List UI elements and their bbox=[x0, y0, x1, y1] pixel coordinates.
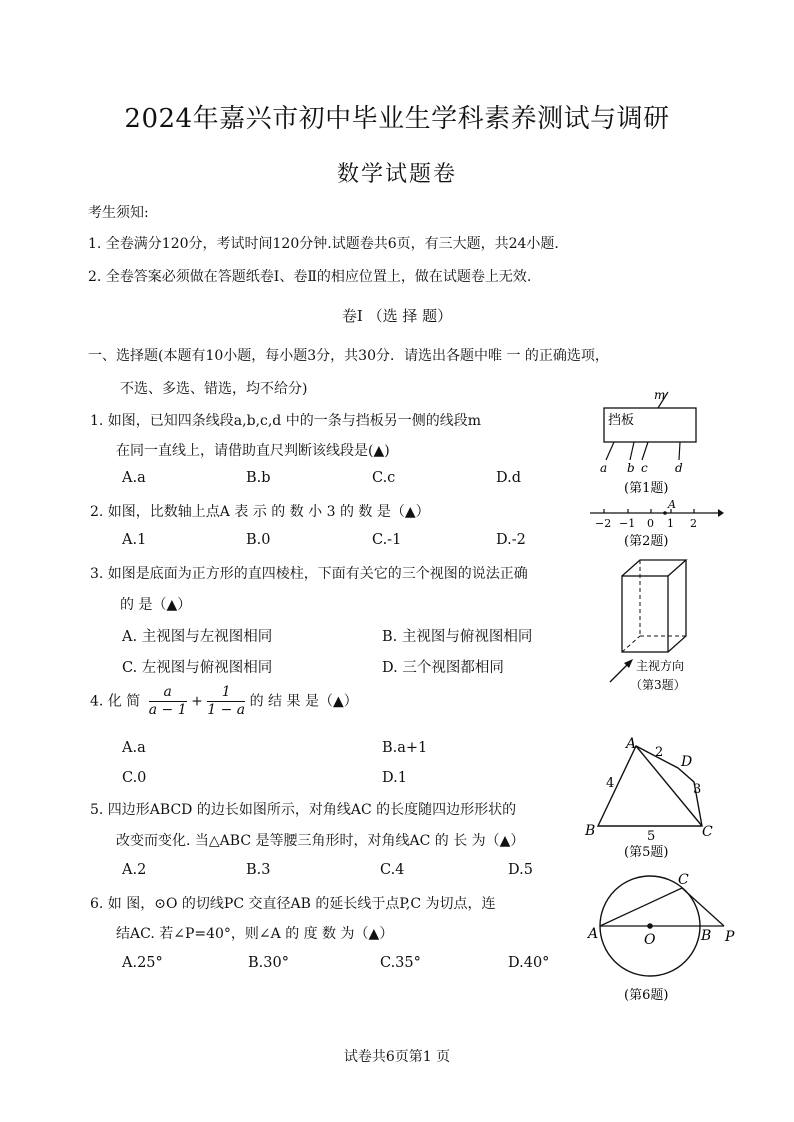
page-footer: 试卷共6页第1 页 bbox=[343, 1049, 451, 1065]
q5-quadrilateral-figure bbox=[582, 732, 722, 862]
q3-option-d: D. 三个视图都相同 bbox=[382, 660, 504, 676]
tick-label-2: 2 bbox=[690, 517, 697, 530]
q5-caption: (第5题) bbox=[624, 845, 669, 860]
q1-caption: (第1题) bbox=[624, 481, 669, 496]
view-direction-label: 主视方向 bbox=[636, 659, 685, 673]
q6-option-b: B.30° bbox=[248, 955, 289, 971]
axis-arrow bbox=[718, 509, 724, 517]
q2-caption: (第2题) bbox=[624, 534, 669, 549]
q4-plus: + bbox=[191, 693, 203, 710]
edge-ad-length: 2 bbox=[655, 745, 664, 760]
tick-label-1: 1 bbox=[667, 517, 674, 530]
q6-line1: 6. 如 图，⊙O 的切线PC 交直径AB 的延长线于点P,C 为切点，连 bbox=[90, 896, 496, 912]
label-b: b bbox=[627, 461, 635, 475]
point-b-label: B bbox=[701, 928, 712, 944]
tick-label-neg2: −2 bbox=[595, 517, 612, 530]
q2-option-b: B.0 bbox=[246, 532, 271, 548]
q1-line2: 在同一直线上，请借助直尺判断该线段是(▲) bbox=[116, 443, 390, 459]
tick-label-0: 0 bbox=[647, 517, 654, 530]
label-point-a: A bbox=[668, 498, 676, 511]
prism-front-face bbox=[622, 576, 668, 652]
q4-option-c: C.0 bbox=[122, 770, 147, 786]
point-o-label: O bbox=[644, 932, 656, 948]
vertex-d: D bbox=[681, 754, 693, 770]
part1-intro-line1: 一、选择题(本题有10小题，每小题3分，共30分．请选出各题中唯 一 的正确选项， bbox=[88, 348, 609, 364]
q1-option-c: C.c bbox=[372, 470, 396, 486]
q2-number-line bbox=[586, 496, 726, 550]
point-a-label: A bbox=[588, 926, 599, 942]
q5-line2: 改变而变化. 当△ABC 是等腰三角形时，对角线AC 的 长 为（▲） bbox=[116, 833, 525, 849]
q1-option-d: D.d bbox=[496, 470, 521, 486]
q4-prefix: 4. 化 简 bbox=[90, 693, 141, 710]
q6-option-d: D.40° bbox=[508, 955, 550, 971]
q3-option-c: C. 左视图与俯视图相同 bbox=[122, 660, 273, 676]
q5-option-c: C.4 bbox=[380, 862, 405, 878]
tick-label-neg1: −1 bbox=[619, 517, 636, 530]
q5-option-d: D.5 bbox=[508, 862, 533, 878]
q4-option-a: A.a bbox=[122, 740, 146, 756]
q1-figure bbox=[590, 388, 730, 498]
q4-expression bbox=[90, 684, 358, 719]
edge-ab-length: 4 bbox=[606, 776, 615, 791]
q6-option-c: C.35° bbox=[380, 955, 421, 971]
q2-option-a: A.1 bbox=[122, 532, 147, 548]
edge-bc-length: 5 bbox=[647, 829, 656, 844]
q3-caption: （第3题） bbox=[630, 678, 686, 692]
exam-title: 2024年嘉兴市初中毕业生学科素养测试与调研 bbox=[124, 104, 670, 134]
q4-suffix: 的 结 果 是（▲） bbox=[249, 693, 358, 710]
q5-option-b: B.3 bbox=[246, 862, 271, 878]
q3-prism-figure bbox=[596, 556, 716, 696]
notice-heading: 考生须知: bbox=[88, 205, 149, 221]
q3-line1: 3. 如图是底面为正方形的直四棱柱，下面有关它的三个视图的说法正确 bbox=[90, 566, 528, 582]
center-o bbox=[647, 923, 653, 929]
segment-c bbox=[642, 442, 648, 460]
q3-line2: 的 是（▲） bbox=[120, 597, 192, 613]
q2-line1: 2. 如图，比数轴上点A 表 示 的 数 小 3 的 数 是（▲） bbox=[90, 504, 430, 520]
notice-item-2: 2. 全卷答案必须做在答题纸卷Ⅰ、卷Ⅱ的相应位置上，做在试题卷上无效. bbox=[88, 269, 532, 285]
q2-option-d: D.-2 bbox=[496, 532, 526, 548]
vertex-c: C bbox=[702, 824, 713, 840]
point-c-label: C bbox=[678, 872, 689, 888]
q3-option-b: B. 主视图与俯视图相同 bbox=[382, 629, 533, 645]
q3-option-a: A. 主视图与左视图相同 bbox=[122, 629, 273, 645]
exam-subtitle: 数学试题卷 bbox=[336, 162, 457, 187]
section-label: 卷Ⅰ （选 择 题） bbox=[341, 307, 453, 325]
tangent-pc bbox=[682, 888, 724, 926]
q6-caption: (第6题) bbox=[624, 988, 669, 1003]
segment-a bbox=[606, 442, 614, 460]
q2-option-c: C.-1 bbox=[372, 532, 402, 548]
vertex-b: B bbox=[585, 823, 596, 839]
segment-d bbox=[679, 442, 680, 460]
q4-fraction-2: $\frac{1}{1 - a}$ bbox=[207, 684, 246, 718]
q4-option-b: B.a+1 bbox=[382, 740, 428, 756]
label-a: a bbox=[600, 461, 608, 475]
q1-option-a: A.a bbox=[122, 470, 146, 486]
segment-b bbox=[630, 442, 634, 460]
q6-line2: 结AC. 若∠P=40°，则∠A 的 度 数 为（▲） bbox=[116, 926, 394, 942]
part1-intro-line2: 不选、多选、错选，均不给分) bbox=[120, 381, 308, 397]
q1-line1: 1. 如图，已知四条线段a,b,c,d 中的一条与挡板另一侧的线段m bbox=[90, 413, 481, 429]
q1-option-b: B.b bbox=[246, 470, 271, 486]
point-p-label: P bbox=[725, 929, 735, 945]
label-d: d bbox=[675, 461, 683, 475]
label-c: c bbox=[641, 461, 648, 475]
notice-item-1: 1. 全卷满分120分，考试时间120分钟.试题卷共6页，有三大题，共24小题. bbox=[88, 236, 559, 252]
vertex-a: A bbox=[626, 736, 637, 752]
edge-dc-length: 3 bbox=[693, 782, 702, 797]
q6-circle-figure bbox=[584, 868, 740, 1008]
label-m: m bbox=[654, 388, 666, 402]
board-label: 挡板 bbox=[608, 413, 635, 428]
q6-option-a: A.25° bbox=[122, 955, 163, 971]
q4-option-d: D.1 bbox=[382, 770, 407, 786]
point-a bbox=[663, 511, 667, 515]
q5-line1: 5. 四边形ABCD 的边长如图所示，对角线AC 的长度随四边形形状的 bbox=[90, 802, 517, 818]
q5-option-a: A.2 bbox=[122, 862, 147, 878]
q4-fraction-1: $\frac{a}{a - 1}$ bbox=[148, 684, 187, 718]
